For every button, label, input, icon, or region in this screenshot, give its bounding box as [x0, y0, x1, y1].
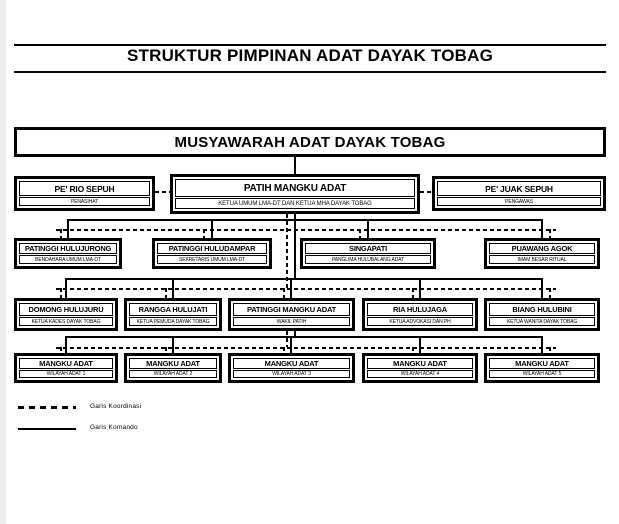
command-drop [172, 336, 174, 353]
org-box-patinggi-hulujurong [14, 238, 122, 269]
coordination-trunk-lower [286, 331, 288, 347]
command-distribution-row5 [65, 336, 543, 338]
page-edge [0, 0, 6, 524]
legend-label-komando: Garis Komando [90, 424, 138, 431]
coordination-drop [549, 288, 551, 298]
org-box-title: PATIH MANGKU ADAT [175, 179, 415, 197]
command-drop [541, 336, 543, 353]
org-box-musyawarah [14, 127, 606, 157]
org-box-rangga-hulujati [124, 298, 222, 331]
org-box-subtitle: KETUA PEMUDA DAYAK TOBAG [129, 317, 217, 326]
org-box-title: MANGKU ADAT [129, 358, 217, 369]
org-box-mangku-adat-3 [228, 353, 355, 383]
org-box-subtitle: BENDAHARA UMUM LMA-DT [19, 255, 117, 264]
org-box-mangku-adat-1 [14, 353, 118, 383]
org-box-mangku-adat-5 [484, 353, 600, 383]
org-box-subtitle: PENASIHAT [19, 197, 150, 206]
org-box-title: PUAWANG AGOK [489, 243, 595, 254]
org-box-puawang-agok [484, 238, 600, 269]
org-box-subtitle: WILAYAH ADAT 1 [19, 370, 113, 378]
coordination-distribution-row5 [56, 347, 556, 349]
org-box-subtitle: WILAYAH ADAT 2 [129, 370, 217, 378]
org-box-patinggi-mangku-adat [228, 298, 355, 331]
page-title: STRUKTUR PIMPINAN ADAT DAYAK TOBAG [126, 46, 494, 65]
coordination-drop [549, 347, 551, 353]
org-box-title: SINGAPATI [305, 243, 431, 254]
coordination-drop [359, 229, 361, 238]
org-box-title: RIA HULUJAGA [367, 303, 473, 316]
org-box-subtitle: WAKIL PATIH [233, 317, 350, 326]
coordination-drop [165, 347, 167, 353]
org-box-subtitle: KETUA ADVOKASI DAN PH [367, 317, 473, 326]
org-box-subtitle: IMAM BESAR RITUAL [489, 255, 595, 264]
org-box-title: MANGKU ADAT [233, 358, 350, 369]
org-box-subtitle: KETUA UMUM LMA-DT DAN KETUA MHA DAYAK TOBAG [175, 198, 415, 209]
coordination-drop [549, 229, 551, 238]
org-box-subtitle: KETUA KADES DAYAK TOBAG [19, 317, 113, 326]
legend-label-koordinasi: Garis Koordinasi [90, 403, 142, 410]
coordination-trunk-upper [286, 214, 288, 288]
command-trunk-upper [294, 214, 296, 279]
coordination-distribution-row4 [56, 288, 556, 290]
org-box-patinggi-huludampar [152, 238, 272, 269]
org-box-title: MANGKU ADAT [489, 358, 595, 369]
org-box-subtitle: WILAYAH ADAT 5 [489, 370, 595, 378]
org-box-domong-hulujuru [14, 298, 118, 331]
org-box-patih-mangku-adat [170, 174, 420, 214]
coordination-drop [165, 288, 167, 298]
org-box-mangku-adat-2 [124, 353, 222, 383]
org-box-mangku-adat-4 [362, 353, 478, 383]
coordination-drop [283, 347, 285, 353]
coordination-drop [60, 347, 62, 353]
org-box-subtitle: PENGAWAS [437, 197, 601, 206]
org-box-title: MUSYAWARAH ADAT DAYAK TOBAG [174, 133, 446, 151]
title-rule-bottom [14, 71, 606, 73]
coordination-drop [412, 288, 414, 298]
command-distribution-row4 [65, 278, 543, 280]
command-distribution-row3 [67, 219, 543, 221]
coordination-drop [203, 229, 205, 238]
legend-dashed-line-sample [18, 406, 76, 409]
org-box-biang-hulubini [484, 298, 600, 331]
org-box-title: PE' RIO SEPUH [19, 181, 150, 196]
coordination-drop [60, 229, 62, 238]
org-box-title: PATINGGI HULUJURONG [19, 243, 117, 254]
coordination-drop [60, 288, 62, 298]
org-box-subtitle: WILAYAH ADAT 3 [233, 370, 350, 378]
org-box-subtitle: WILAYAH ADAT 4 [367, 370, 473, 378]
org-box-title: DOMONG HULUJURU [19, 303, 113, 316]
org-box-title: MANGKU ADAT [19, 358, 113, 369]
org-box-title: PATINGGI HULUDAMPAR [157, 243, 267, 254]
legend-solid-line-sample [18, 428, 76, 430]
org-box-subtitle: PANGLIMA HULUBALANG ADAT [305, 255, 431, 264]
org-box-title: MANGKU ADAT [367, 358, 473, 369]
org-box-ria-hulujaga [362, 298, 478, 331]
command-drop [419, 336, 421, 353]
org-box-title: PE' JUAK SEPUH [437, 181, 601, 196]
coordination-drop [283, 288, 285, 298]
coordination-distribution-row3 [56, 229, 556, 231]
org-box-title: RANGGA HULUJATI [129, 303, 217, 316]
coordination-line-perio-patih [155, 191, 170, 193]
coordination-line-patih-pejuak [420, 191, 432, 193]
org-box-subtitle: KETUA WANITA DAYAK TOBAG [489, 317, 595, 326]
command-drop [290, 336, 292, 353]
command-drop [65, 336, 67, 353]
org-box-singapati [300, 238, 436, 269]
org-box-subtitle: SEKRETARIS UMUM LMA-DT [157, 255, 267, 264]
org-box-pe-rio-sepuh [14, 176, 155, 211]
command-line-root-to-patih [294, 157, 296, 174]
coordination-drop [412, 347, 414, 353]
org-box-pe-juak-sepuh [432, 176, 606, 211]
org-box-title: PATINGGI MANGKU ADAT [233, 303, 350, 316]
org-box-title: BIANG HULUBINI [489, 303, 595, 316]
